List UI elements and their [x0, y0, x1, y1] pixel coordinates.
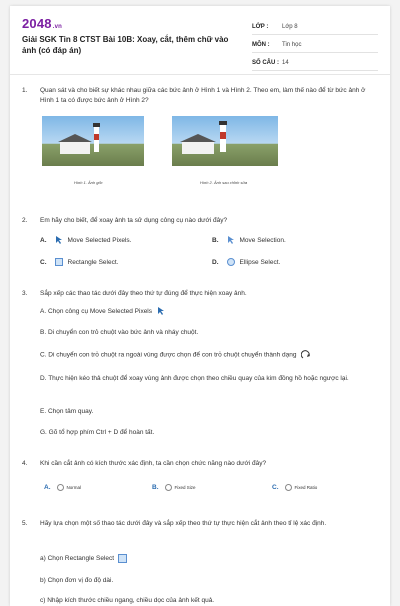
- step-c: [40, 350, 370, 361]
- step-a: [40, 554, 370, 564]
- header-divider: [10, 74, 390, 75]
- option-b[interactable]: [212, 236, 286, 244]
- image-original: [42, 116, 144, 166]
- step-g: G. Gõ tổ hợp phím Ctrl + D để hoàn tất.: [40, 429, 155, 436]
- radio-icon: [285, 484, 292, 491]
- ellipse-select-icon: [227, 258, 235, 266]
- step-text: A. Chọn công cụ Move Selected Pixels: [40, 308, 153, 315]
- step-text: a) Chọn Rectangle Select: [40, 555, 115, 563]
- option-label: Move Selection.: [239, 236, 286, 244]
- step-c: c) Nhập kích thước chiều ngang, chiều dọc của ảnh kết quả.: [40, 597, 215, 604]
- question-text: Quan sát và cho biết sự khác nhau giữa các bức ảnh ở Hình 1 và Hình 2. Theo em, làm thế nào để từ bức ảnh ở Hình 1 ta có được bức ảnh ở Hình 2?: [40, 87, 366, 104]
- radio-icon: [165, 484, 172, 491]
- option-key: B.: [152, 484, 159, 491]
- step-b: B. Di chuyển con trỏ chuột vào bức ảnh và nháy chuột.: [40, 329, 199, 336]
- option-d[interactable]: [212, 258, 280, 266]
- option-label: Fixed Ratio: [294, 485, 318, 490]
- step-a: [40, 307, 370, 317]
- option-key: A.: [44, 484, 51, 491]
- question-text: Sắp xếp các thao tác dưới đây theo thứ tự đúng để thực hiện xoay ảnh.: [40, 290, 247, 297]
- option-label: Rectangle Select.: [67, 258, 119, 266]
- meta-value: Tin học: [282, 41, 302, 48]
- option-label: Move Selected Pixels.: [67, 236, 132, 244]
- site-logo[interactable]: [22, 16, 62, 31]
- question-number: 5.: [22, 520, 28, 527]
- question-number: 4.: [22, 460, 28, 467]
- option-label: Fixed Size: [174, 485, 196, 490]
- option-c[interactable]: [272, 484, 317, 491]
- rectangle-select-icon: [55, 258, 63, 266]
- meta-value: 14: [282, 59, 289, 66]
- option-key: D.: [212, 258, 219, 266]
- meta-table: [252, 19, 378, 73]
- radio-icon: [57, 484, 64, 491]
- question-text: Hãy lựa chọn một số thao tác dưới đây và sắp xếp theo thứ tự thực hiện cắt ảnh theo tỉ lệ xác định.: [40, 520, 327, 527]
- lighthouse-photo-icon: [172, 116, 278, 166]
- lighthouse-photo-icon: [42, 116, 144, 166]
- logo-sub: .vn: [52, 24, 63, 30]
- step-b: b) Chọn đơn vị đo độ dài.: [40, 577, 114, 584]
- rectangle-select-icon: [118, 554, 127, 563]
- page-header: [10, 6, 390, 68]
- question-text: Khi cần cắt ảnh có kích thước xác định, ta cần chọn chức năng nào dưới đây?: [40, 460, 267, 467]
- option-key: C.: [272, 484, 279, 491]
- option-label: Ellipse Select.: [239, 258, 281, 266]
- option-a[interactable]: [44, 484, 81, 491]
- rotate-cursor-icon: [301, 350, 311, 360]
- meta-label: LỚP :: [252, 23, 269, 30]
- meta-label: SỐ CÂU :: [252, 59, 279, 66]
- question-number: 3.: [22, 290, 28, 297]
- meta-value: Lớp 8: [282, 23, 298, 30]
- question-text: Em hãy cho biết, để xoay ảnh ta sử dụng công cụ nào dưới đây?: [40, 217, 228, 224]
- image-caption: Hình 1. Ảnh gốc: [74, 180, 103, 185]
- option-label: Normal: [66, 485, 82, 490]
- move-selection-tool-icon: [227, 236, 235, 244]
- step-d: D. Thực hiện kéo thả chuột để xoay vùng ảnh được chọn theo chiều quay của kim đồng hồ hoặc ngược lại.: [40, 375, 349, 382]
- question-number: 1.: [22, 87, 28, 94]
- move-pixels-tool-icon: [157, 307, 165, 315]
- meta-row-subject: [252, 37, 378, 53]
- option-c[interactable]: [40, 258, 118, 266]
- option-key: A.: [40, 236, 47, 244]
- option-key: B.: [212, 236, 219, 244]
- question-number: 2.: [22, 217, 28, 224]
- step-e: E. Chọn tâm quay.: [40, 408, 94, 415]
- meta-row-class: [252, 19, 378, 35]
- move-pixels-tool-icon: [55, 236, 63, 244]
- meta-row-count: [252, 55, 378, 71]
- logo-main: 2048: [22, 16, 52, 31]
- document-page: [10, 6, 390, 606]
- image-edited: [172, 116, 278, 166]
- option-a[interactable]: [40, 236, 131, 244]
- image-caption: Hình 2. Ảnh sau chỉnh sửa: [200, 180, 248, 185]
- meta-label: MÔN :: [252, 41, 270, 48]
- option-key: C.: [40, 258, 47, 266]
- step-text: C. Di chuyển con trỏ chuột ra ngoài vùng được chọn để con trỏ chuột chuyển thành dạng: [40, 351, 297, 359]
- option-b[interactable]: [152, 484, 196, 491]
- page-title: Giải SGK Tin 8 CTST Bài 10B: Xoay, cắt, thêm chữ vào ảnh (có đáp án): [22, 35, 229, 55]
